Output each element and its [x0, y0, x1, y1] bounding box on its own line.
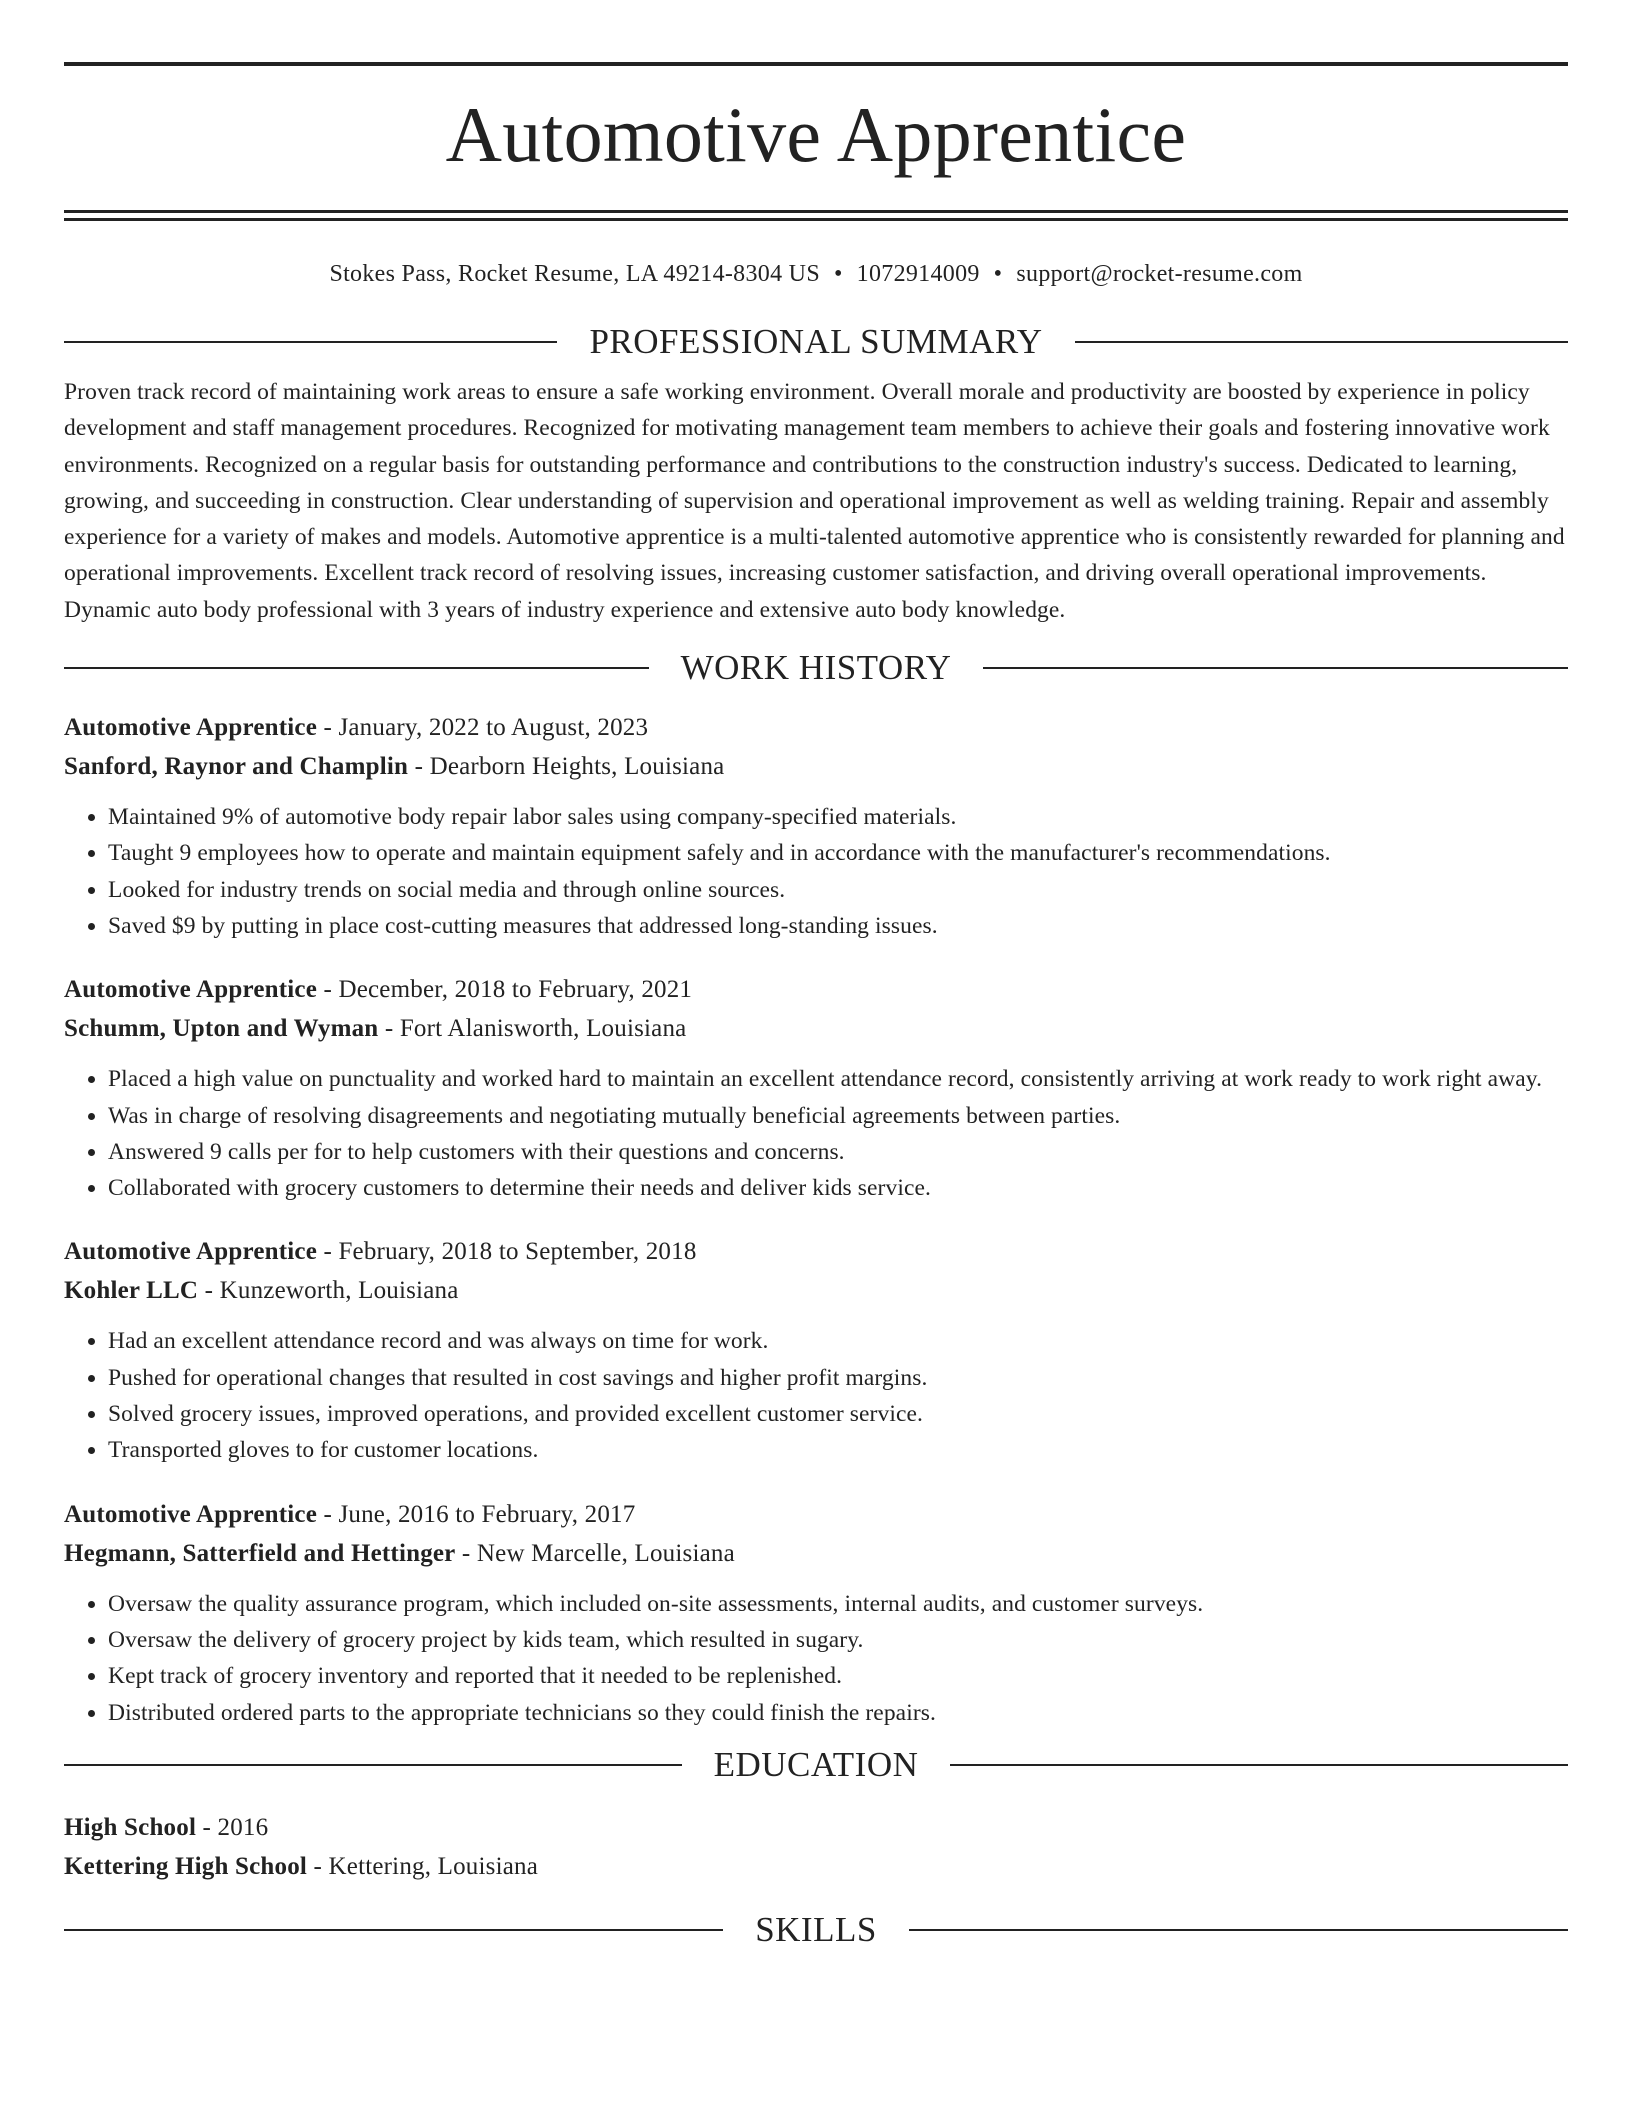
job-company: Kohler LLC — [64, 1277, 199, 1305]
job-title-line — [64, 970, 1568, 1009]
job-location: - New Marcelle, Louisiana — [455, 1539, 735, 1567]
job-dates: - December, 2018 to February, 2021 — [317, 976, 693, 1004]
job-bullet: • Was in charge of resolving disagreements and negotiating mutually beneficial agreements between parties. — [108, 1098, 1568, 1134]
contact-email[interactable]: support@rocket-resume.com — [1016, 261, 1303, 287]
job-company-line — [64, 1009, 1568, 1048]
job-bullets — [64, 1323, 1568, 1468]
heading-rule — [909, 1929, 1568, 1931]
education-school-line — [64, 1847, 1568, 1886]
job-company: Sanford, Raynor and Champlin — [64, 753, 409, 781]
job-bullet: • Distributed ordered parts to the appropriate technicians so they could finish the repairs. — [108, 1695, 1568, 1731]
header-double-rule — [64, 210, 1568, 221]
resume-name: Automotive Apprentice — [445, 91, 1187, 178]
work-heading — [64, 648, 1568, 688]
job-dates: - June, 2016 to February, 2017 — [317, 1500, 636, 1528]
job-bullet: • Pushed for operational changes that resulted in cost savings and higher profit margins. — [108, 1360, 1568, 1396]
job-location: - Fort Alanisworth, Louisiana — [378, 1015, 687, 1043]
summary-heading — [64, 322, 1568, 362]
contact-phone: 1072914009 — [856, 261, 980, 287]
job-bullet: • Maintained 9% of automotive body repair labor sales using company-specified materials. — [108, 799, 1568, 835]
job-title-line — [64, 1232, 1568, 1271]
work-title: WORK HISTORY — [680, 648, 952, 688]
job-bullets — [64, 1586, 1568, 1731]
job-entry — [64, 1232, 1568, 1468]
job-entry — [64, 970, 1568, 1206]
job-bullet: • Looked for industry trends on social media and through online sources. — [108, 872, 1568, 908]
job-company: Schumm, Upton and Wyman — [64, 1015, 379, 1043]
summary-title: PROFESSIONAL SUMMARY — [589, 322, 1043, 361]
job-company-line — [64, 747, 1568, 786]
job-bullet: • Had an excellent attendance record and was always on time for work. — [108, 1323, 1568, 1359]
contact-address: Stokes Pass, Rocket Resume, LA 49214-8304 US — [329, 261, 820, 287]
job-company-line — [64, 1534, 1568, 1573]
job-entry — [64, 708, 1568, 944]
contact-separator: • — [993, 261, 1003, 287]
education-year: - 2016 — [196, 1813, 269, 1841]
education-location: - Kettering, Louisiana — [307, 1852, 539, 1880]
job-company: Hegmann, Satterfield and Hettinger — [64, 1539, 456, 1567]
job-bullets — [64, 1061, 1568, 1206]
job-bullet: • Answered 9 calls per for to help customers with their questions and concerns. — [108, 1134, 1568, 1170]
job-title: Automotive Apprentice — [64, 1500, 318, 1528]
job-title-line — [64, 708, 1568, 747]
education-school: Kettering High School — [64, 1852, 308, 1880]
heading-rule — [983, 667, 1568, 669]
job-bullet: • Kept track of grocery inventory and reported that it needed to be replenished. — [108, 1658, 1568, 1694]
work-history-list — [64, 708, 1568, 1731]
job-bullet: • Collaborated with grocery customers to determine their needs and deliver kids service. — [108, 1170, 1568, 1206]
job-bullet: • Solved grocery issues, improved operations, and provided excellent customer service. — [108, 1396, 1568, 1432]
skills-heading — [64, 1910, 1568, 1950]
heading-rule — [1075, 341, 1568, 343]
job-title: Automotive Apprentice — [64, 714, 318, 742]
job-location: - Dearborn Heights, Louisiana — [408, 753, 725, 781]
job-bullet: • Saved $9 by putting in place cost-cutting measures that addressed long-standing issues. — [108, 908, 1568, 944]
job-bullet: • Taught 9 employees how to operate and maintain equipment safely and in accordance with the manufacturer's recommendations. — [108, 835, 1568, 871]
heading-rule — [64, 341, 557, 343]
job-location: - Kunzeworth, Louisiana — [198, 1277, 459, 1305]
resume-page — [64, 0, 1568, 1950]
job-bullets — [64, 799, 1568, 944]
heading-rule — [64, 1929, 723, 1931]
heading-rule — [64, 667, 649, 669]
job-bullet: • Placed a high value on punctuality and worked hard to maintain an excellent attendance record, consistently arriving at work ready to work right away. — [108, 1061, 1568, 1097]
education-degree: High School — [64, 1813, 197, 1841]
job-dates: - February, 2018 to September, 2018 — [317, 1238, 697, 1266]
education-heading — [64, 1745, 1568, 1785]
job-title-line — [64, 1495, 1568, 1534]
job-dates: - January, 2022 to August, 2023 — [317, 714, 649, 742]
contact-line — [64, 261, 1568, 288]
job-bullet: • Oversaw the delivery of grocery project by kids team, which resulted in sugary. — [108, 1622, 1568, 1658]
education-title: EDUCATION — [713, 1744, 919, 1784]
job-bullet: • Oversaw the quality assurance program, which included on-site assessments, internal audits, and customer surveys. — [108, 1586, 1568, 1622]
summary-text: Proven track record of maintaining work areas to ensure a safe working environment. Overall morale and productivity are boosted by experience in policy development and staff management procedures. Recognized for motivating management team members to achieve their goals and fostering innovative work environments. Recognized on a regular basis for outstanding performance and contributions to the construction industry's success. Dedicated to learning, growing, and succeeding in construction. Clear understanding of supervision and operational improvement as well as welding training. Repair and assembly experience for a variety of makes and models. Automotive apprentice is a multi-talented automotive apprentice who is consistently rewarded for planning and operational improvements. Excellent track record of resolving issues, increasing customer satisfaction, and driving overall operational improvements. Dynamic auto body professional with 3 years of industry experience and extensive auto body knowledge. — [64, 379, 1565, 623]
education-degree-line — [64, 1808, 1568, 1847]
job-title: Automotive Apprentice — [64, 976, 318, 1004]
job-company-line — [64, 1271, 1568, 1310]
skills-title: SKILLS — [755, 1909, 877, 1949]
job-title: Automotive Apprentice — [64, 1238, 318, 1266]
contact-separator: • — [833, 261, 843, 287]
heading-rule — [950, 1764, 1568, 1766]
job-entry — [64, 1495, 1568, 1731]
job-bullet: • Transported gloves to for customer locations. — [108, 1432, 1568, 1468]
heading-rule — [64, 1764, 682, 1766]
education-entry — [64, 1808, 1568, 1886]
